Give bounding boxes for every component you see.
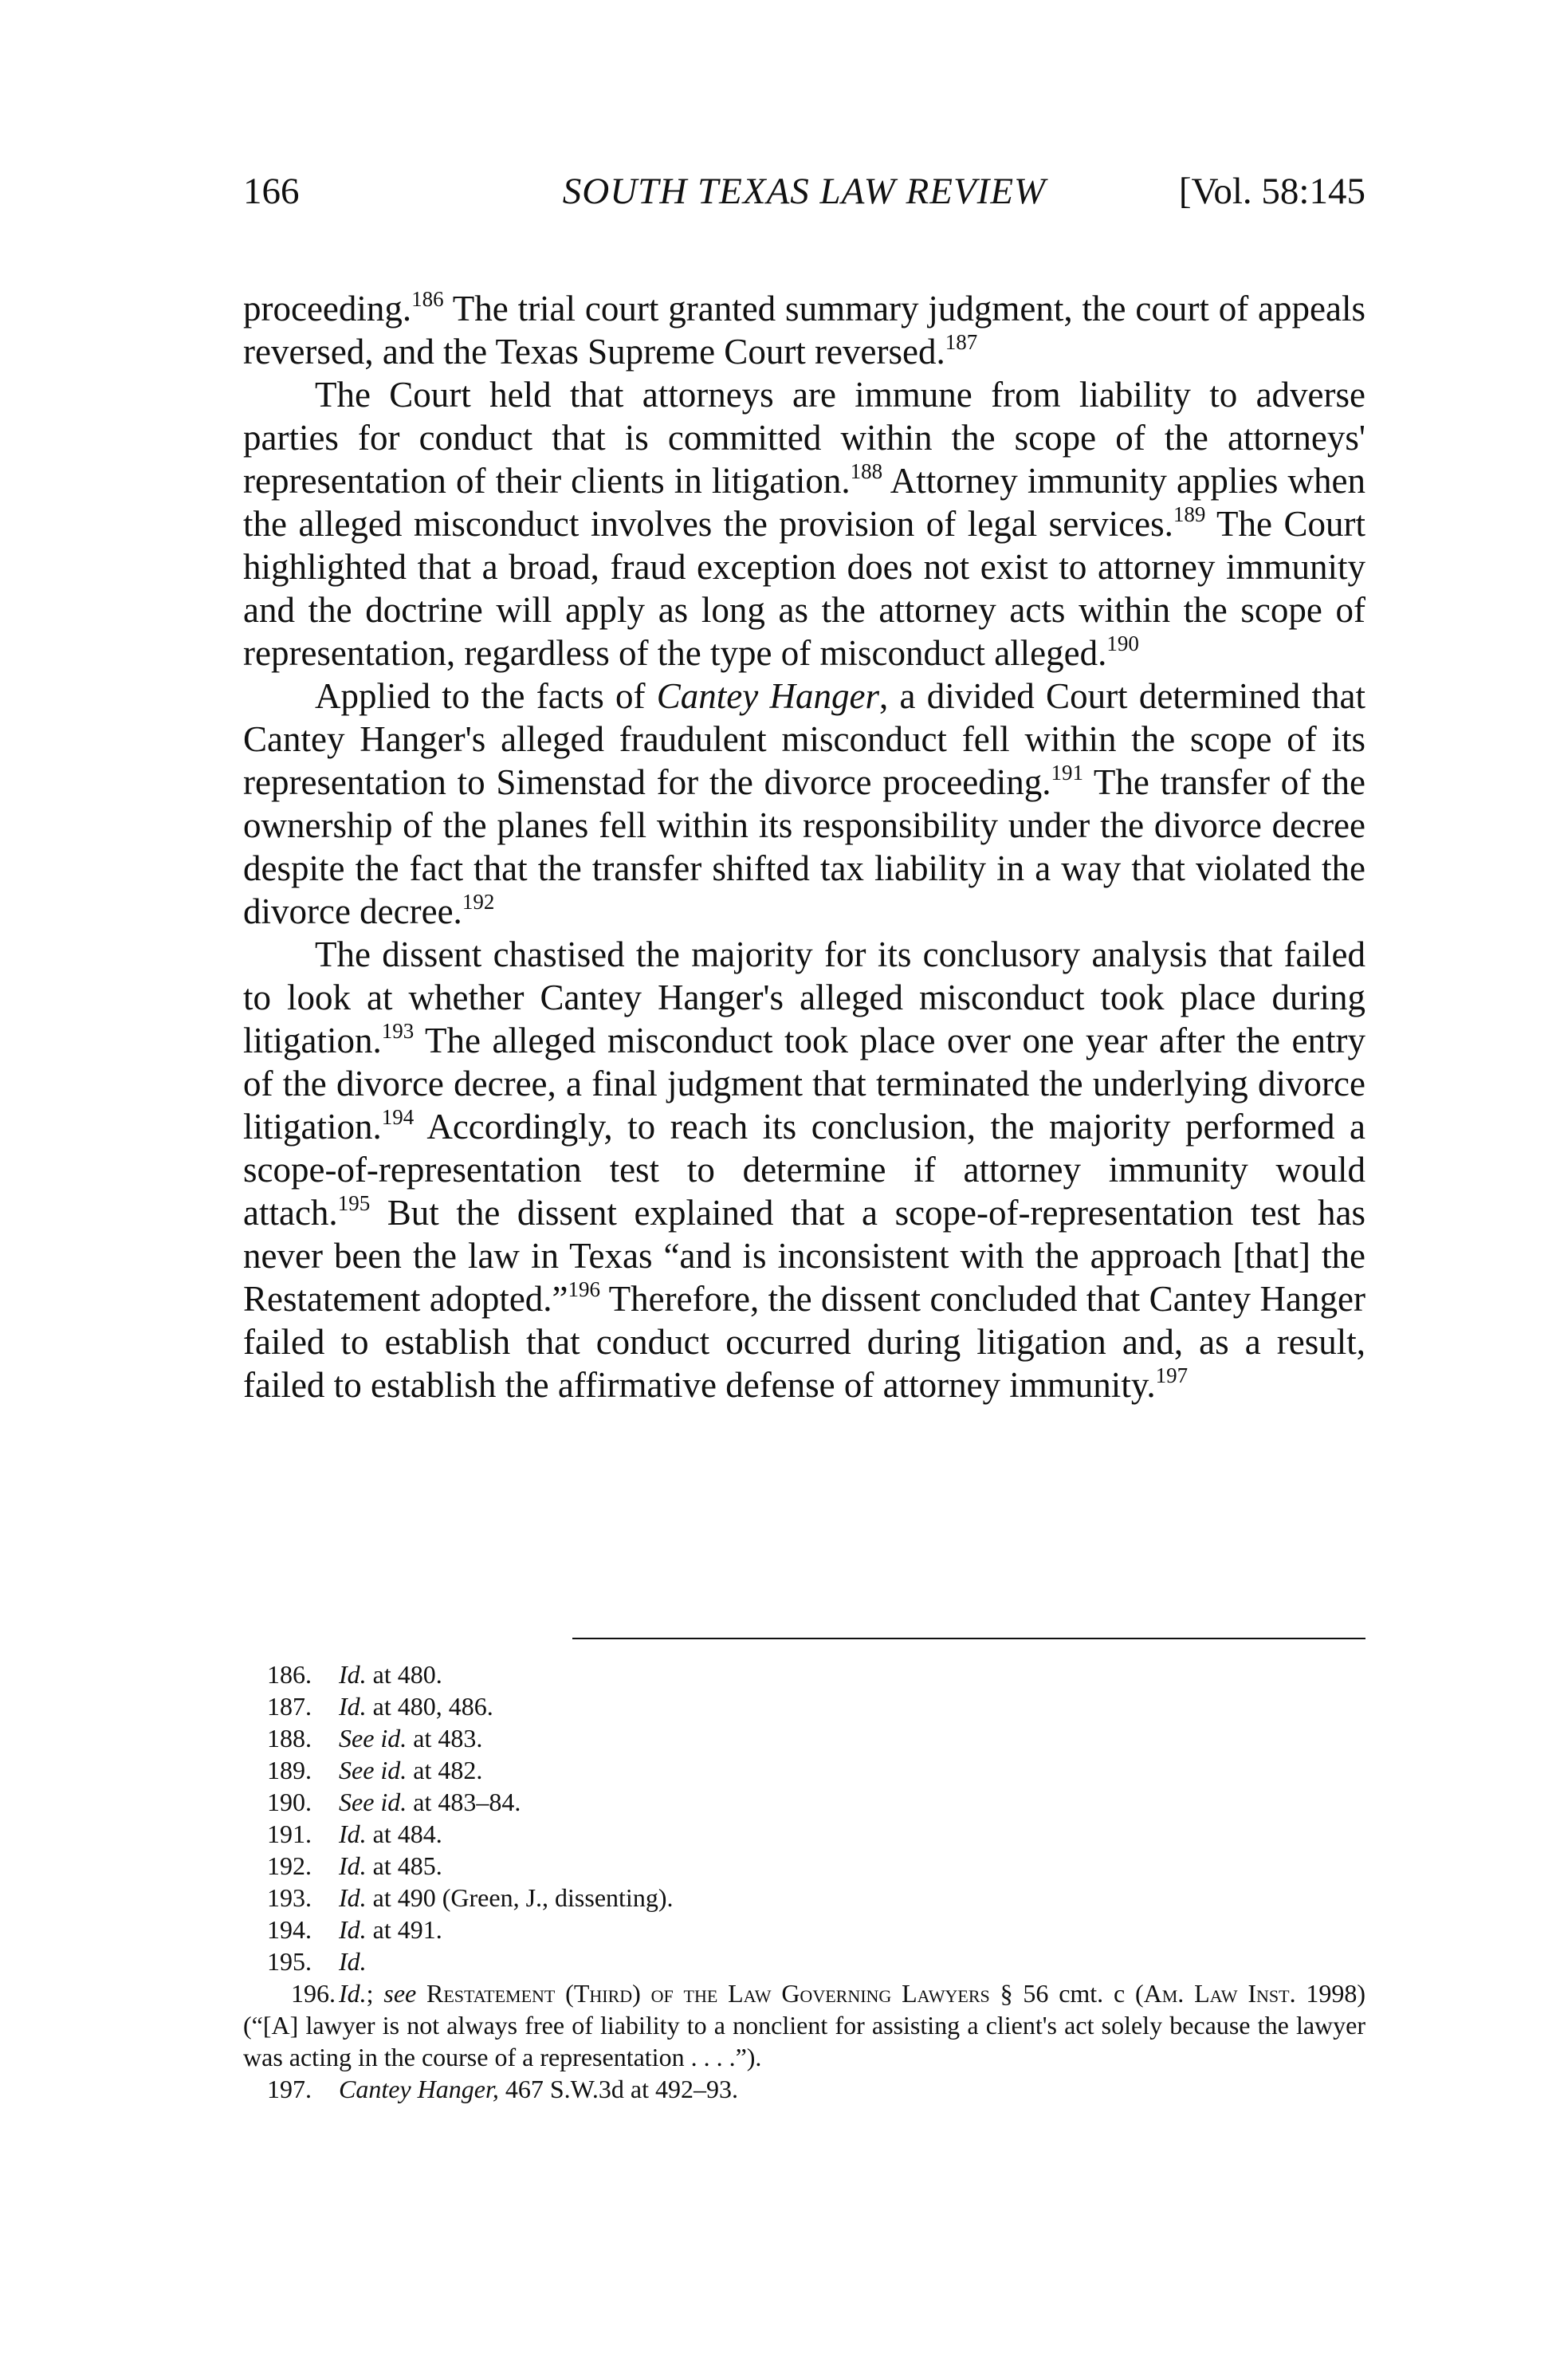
footnote-text: 1998) (“[A] lawyer is not always free of liability to a nonclient for assisting a client's act solely because the lawyer was acting in the course of a representation . . . .”).: [243, 1979, 1366, 2071]
footnote-ref-191[interactable]: 191: [1051, 761, 1083, 785]
footnote-number: 187.: [267, 1692, 312, 1721]
text-run: The Court held that attorneys are immune from liability to adverse parties for conduct that is committed within the scope of the attorneys' representation of their clients in litigation.: [243, 375, 1365, 501]
paragraph-3: [243, 675, 1365, 933]
footnote-number: 191.: [267, 1819, 312, 1848]
footnote-ref-192[interactable]: 192: [462, 890, 495, 914]
footnotes: [243, 1658, 1365, 2105]
footnote-ref-188[interactable]: 188: [850, 459, 883, 483]
footnote-number: 188.: [267, 1724, 312, 1753]
footnote-text: at 483–84.: [407, 1788, 521, 1816]
footnote-number: 189.: [267, 1756, 312, 1784]
footnote-number: 195.: [267, 1947, 312, 1976]
footnote-signal: see: [383, 1979, 417, 2008]
text-run: Accordingly, to reach its conclusion, the majority performed a scope-of-representation test to determine if attorney immunity would attach.: [243, 1107, 1365, 1233]
footnote-number: 186.: [267, 1660, 312, 1689]
text-run: The trial court granted summary judgment, the court of appeals reversed, and the Texas Supreme Court reversed.: [243, 289, 1365, 372]
text-run: The dissent chastised the majority for its conclusory analysis that failed to look at whether Cantey Hanger's alleged misconduct took place during litigation.: [243, 934, 1365, 1060]
page-number: 166: [243, 171, 300, 212]
footnote-cite: Id.: [339, 1979, 367, 2008]
paragraph-1: [243, 287, 1365, 373]
text-run: proceeding.: [243, 289, 412, 328]
volume-citation: [Vol. 58:145: [1178, 171, 1365, 212]
footnote-ref-187[interactable]: 187: [945, 330, 978, 354]
footnote-text: at 480.: [366, 1660, 442, 1689]
footnote-text: at 485.: [366, 1851, 442, 1880]
footnote-cite: See id.: [339, 1724, 407, 1753]
footnote-ref-186[interactable]: 186: [411, 287, 444, 311]
footnote-number: 197.: [267, 2075, 312, 2103]
footnote-195: [243, 1945, 1365, 1977]
footnote-cite: Id.: [339, 1883, 367, 1912]
footnote-ref-189[interactable]: 189: [1173, 502, 1206, 526]
footnote-text: at 490 (Green, J., dissenting).: [366, 1883, 674, 1912]
text-run: Applied to the facts of: [315, 676, 657, 716]
text-run: The Court highlighted that a broad, fraud exception does not exist to attorney immunity and the doctrine will apply as long as the attorney acts within the scope of representation, regardless of the type of misconduct alleged.: [243, 504, 1366, 673]
footnote-193: [243, 1882, 1365, 1914]
footnote-cite: Id.: [339, 1947, 367, 1976]
footnote-187: [243, 1690, 1365, 1722]
footnote-number: 192.: [267, 1851, 312, 1880]
text-run: The transfer of the ownership of the planes fell within its responsibility under the divorce decree despite the fact that the transfer shifted tax liability in a way that violated the divorce decree.: [243, 762, 1365, 931]
paragraph-2: [243, 373, 1365, 675]
case-name: Cantey Hanger: [656, 676, 880, 716]
footnote-cite: Id.: [339, 1819, 367, 1848]
footnote-194: [243, 1914, 1365, 1945]
text-run: Attorney immunity applies when the alleged misconduct involves the provision of legal services.: [243, 461, 1365, 544]
footnote-cite: Cantey Hanger,: [339, 2075, 499, 2103]
footnote-ref-194[interactable]: 194: [381, 1105, 415, 1129]
footnote-number: 190.: [267, 1788, 312, 1816]
running-header: [243, 167, 1365, 215]
text-run: But the dissent explained that a scope-of-representation test has never been the law in Texas “and is inconsistent with the approach [that] the Restatement adopted.”: [243, 1193, 1365, 1319]
footnote-text: at 491.: [366, 1915, 442, 1944]
footnote-text: 467 S.W.3d at 492–93.: [498, 2075, 739, 2103]
footnote-191: [243, 1818, 1365, 1850]
publisher: Am. Law Inst.: [1143, 1979, 1296, 2008]
footnote-divider: [572, 1638, 1365, 1639]
footnote-196: [243, 1977, 1365, 2073]
footnote-text: at 483.: [407, 1724, 483, 1753]
paragraph-4: [243, 933, 1365, 1406]
footnote-ref-193[interactable]: 193: [381, 1019, 415, 1043]
footnote-ref-196[interactable]: 196: [568, 1277, 601, 1301]
footnote-text: at 480, 486.: [366, 1692, 493, 1721]
footnote-text: ;: [366, 1979, 384, 2008]
footnote-192: [243, 1850, 1365, 1882]
footnote-ref-190[interactable]: 190: [1106, 631, 1139, 655]
footnote-cite: Id.: [339, 1660, 367, 1689]
footnote-cite: Id.: [339, 1851, 367, 1880]
footnote-190: [243, 1786, 1365, 1818]
footnote-text: at 482.: [407, 1756, 483, 1784]
footnote-188: [243, 1722, 1365, 1754]
footnote-number: 196.: [291, 1979, 336, 2008]
footnote-number: 193.: [267, 1883, 312, 1912]
footnote-189: [243, 1754, 1365, 1786]
footnote-ref-195[interactable]: 195: [337, 1191, 371, 1215]
footnote-cite: Id.: [339, 1915, 367, 1944]
text-run: Therefore, the dissent concluded that Cantey Hanger failed to establish that conduct occurred during litigation and, as a result, failed to establish the affirmative defense of attorney immunity.: [243, 1279, 1365, 1405]
main-text: [243, 287, 1365, 1406]
footnote-197: [243, 2073, 1365, 2105]
footnote-ref-197[interactable]: 197: [1155, 1363, 1189, 1387]
footnote-text: § 56 cmt. c (: [989, 1979, 1144, 2008]
text-run: The alleged misconduct took place over one year after the entry of the divorce decree, a final judgment that terminated the underlying divorce litigation.: [243, 1021, 1365, 1147]
footnote-number: 194.: [267, 1915, 312, 1944]
journal-title: SOUTH TEXAS LAW REVIEW: [562, 171, 1047, 212]
footnote-text: at 484.: [366, 1819, 442, 1848]
footnote-186: [243, 1658, 1365, 1690]
footnote-cite: See id.: [339, 1756, 407, 1784]
footnote-cite: See id.: [339, 1788, 407, 1816]
text-run: , a divided Court determined that Cantey Hanger's alleged fraudulent misconduct fell within the scope of its representation to Simenstad for the divorce proceeding.: [243, 676, 1366, 802]
footnote-cite: Id.: [339, 1692, 367, 1721]
restatement-title: Restatement (Third) of the Law Governing Lawyers: [416, 1979, 990, 2008]
